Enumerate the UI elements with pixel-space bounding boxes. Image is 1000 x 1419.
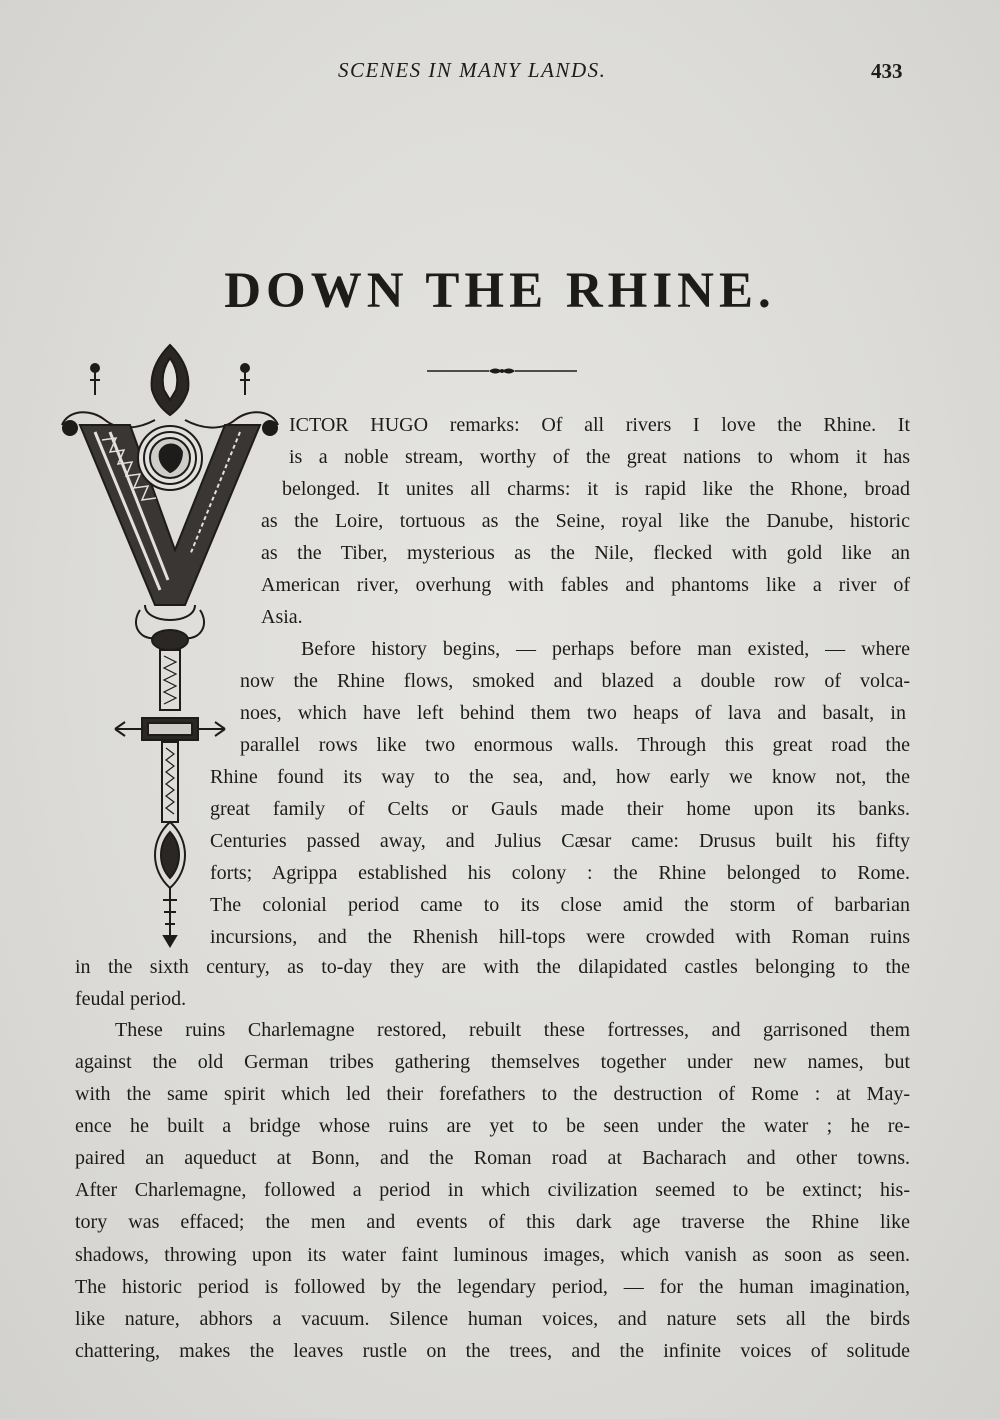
text-line: paired an aqueduct at Bonn, and the Roman road at Bacharach and other towns. [75, 1147, 910, 1169]
text-line: Centuries passed away, and Julius Cæsar came: Drusus built his fifty [210, 830, 910, 852]
text-line: After Charlemagne, followed a period in which civilization seemed to be extinct; his- [75, 1179, 910, 1201]
page-number: 433 [871, 59, 903, 83]
text-line: These ruins Charlemagne restored, rebuilt these fortresses, and garrisoned them [115, 1019, 910, 1041]
text-line: American river, overhung with fables and phantoms like a river of [261, 574, 910, 596]
text-line: against the old German tribes gathering themselves together under new names, but [75, 1051, 910, 1073]
text-line: forts; Agrippa established his colony : the Rhine belonged to Rome. [210, 862, 910, 884]
text-line: parallel rows like two enormous walls. Through this great road the [240, 734, 910, 756]
text-line: as the Tiber, mysterious as the Nile, flecked with gold like an [261, 542, 910, 564]
text-line: ICTOR HUGO remarks: Of all rivers I love the Rhine. It [289, 414, 910, 436]
ornamental-initial-v-icon [60, 340, 280, 948]
text-line: tory was effaced; the men and events of this dark age traverse the Rhine like [75, 1211, 910, 1233]
text-line: great family of Celts or Gauls made their home upon its banks. [210, 798, 910, 820]
text-line: Rhine found its way to the sea, and, how early we know not, the [210, 766, 910, 788]
text-line: now the Rhine flows, smoked and blazed a double row of volca- [240, 670, 910, 692]
text-line: Before history begins, — perhaps before man existed, — where [301, 638, 910, 660]
text-line: The colonial period came to its close amid the storm of barbarian [210, 894, 910, 916]
text-line: is a noble stream, worthy of the great nations to whom it has [289, 446, 910, 468]
text-line: ence he built a bridge whose ruins are yet to be seen under the water ; he re- [75, 1115, 910, 1137]
text-line: with the same spirit which led their forefathers to the destruction of Rome : at May- [75, 1083, 910, 1105]
text-line: like nature, abhors a vacuum. Silence human voices, and nature sets all the birds [75, 1308, 910, 1330]
chapter-title: DOWN THE RHINE. [224, 263, 776, 319]
text-line: incursions, and the Rhenish hill-tops were crowded with Roman ruins [210, 926, 910, 948]
text-line: The historic period is followed by the legendary period, — for the human imagination, [75, 1276, 910, 1298]
text-line: as the Loire, tortuous as the Seine, royal like the Danube, historic [261, 510, 910, 532]
text-line: feudal period. [75, 988, 187, 1010]
running-head: SCENES IN MANY LANDS. [338, 58, 607, 82]
text-line: chattering, makes the leaves rustle on the trees, and the infinite voices of solitude [75, 1340, 910, 1362]
text-line: shadows, throwing upon its water faint luminous images, which vanish as soon as seen. [75, 1244, 910, 1266]
text-line: belonged. It unites all charms: it is rapid like the Rhone, broad [282, 478, 910, 500]
text-line: noes, which have left behind them two heaps of lava and basalt, in [240, 702, 906, 724]
ornamental-rule [427, 366, 577, 376]
text-line: in the sixth century, as to-day they are with the dilapidated castles belonging to the [75, 956, 910, 978]
text-line: Asia. [261, 606, 303, 628]
